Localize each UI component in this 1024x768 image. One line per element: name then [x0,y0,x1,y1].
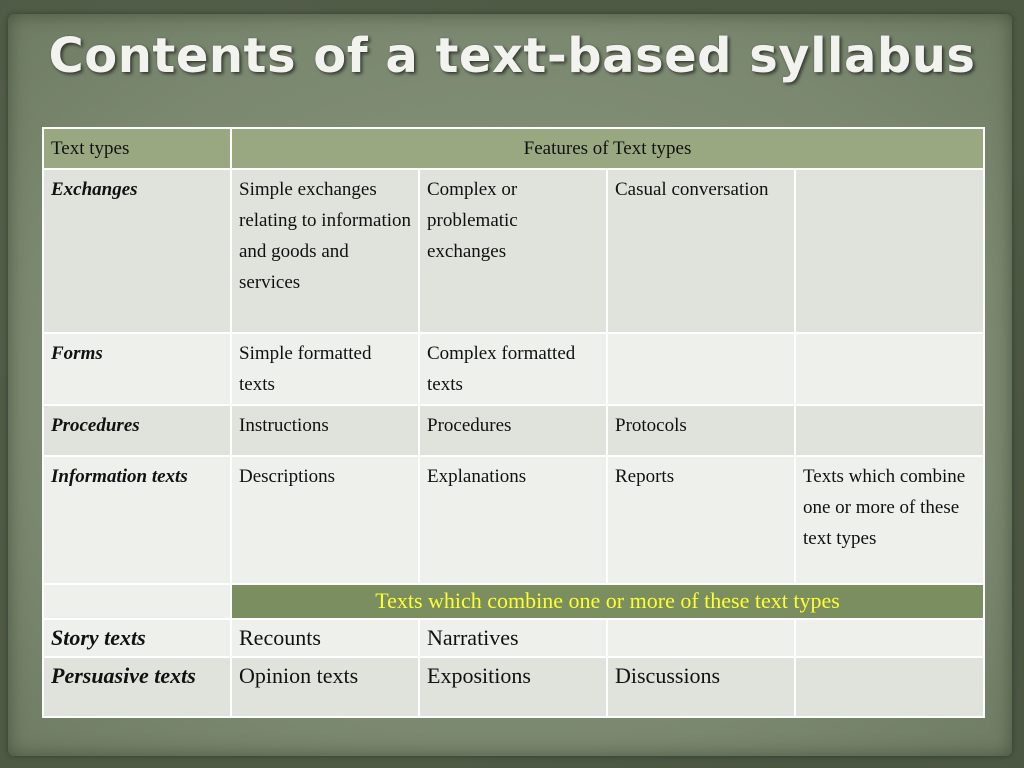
table-row [43,333,984,405]
row-header: Persuasive texts [43,657,231,717]
table-row [43,657,984,717]
combined-band: Texts which combine one or more of these text types [231,584,984,619]
slide-title: Contents of a text-based syllabus [48,28,976,84]
table-cell: Descriptions [231,456,419,584]
table-cell: Simple formatted texts [231,333,419,405]
table-cell [795,169,984,333]
table-cell: Reports [607,456,795,584]
table-cell: Narratives [419,619,607,657]
syllabus-table [42,127,985,718]
table-cell [607,333,795,405]
table-cell: Procedures [419,405,607,456]
table-cell [607,619,795,657]
row-header: Information texts [43,456,231,584]
table-cell [795,619,984,657]
table-row [43,169,984,333]
table-cell: Expositions [419,657,607,717]
table-cell: Complex formatted texts [419,333,607,405]
table-header-row [43,128,984,169]
row-header: Forms [43,333,231,405]
empty-cell [43,584,231,619]
table-cell [795,657,984,717]
header-features: Features of Text types [231,128,984,169]
table-row [43,619,984,657]
table-cell: Complex or problematic exchanges [419,169,607,333]
row-header: Exchanges [43,169,231,333]
combined-band-row [43,584,984,619]
table-cell [795,405,984,456]
table-cell [795,333,984,405]
row-header: Procedures [43,405,231,456]
header-text-types: Text types [43,128,231,169]
row-header: Story texts [43,619,231,657]
table-cell: Texts which combine one or more of these text types [795,456,984,584]
table-row [43,405,984,456]
table-cell: Simple exchanges relating to information and goods and services [231,169,419,333]
table-cell: Opinion texts [231,657,419,717]
table-cell: Explanations [419,456,607,584]
table-cell: Protocols [607,405,795,456]
table-cell: Recounts [231,619,419,657]
table-cell: Instructions [231,405,419,456]
table-row [43,456,984,584]
table-cell: Casual conversation [607,169,795,333]
table-cell: Discussions [607,657,795,717]
